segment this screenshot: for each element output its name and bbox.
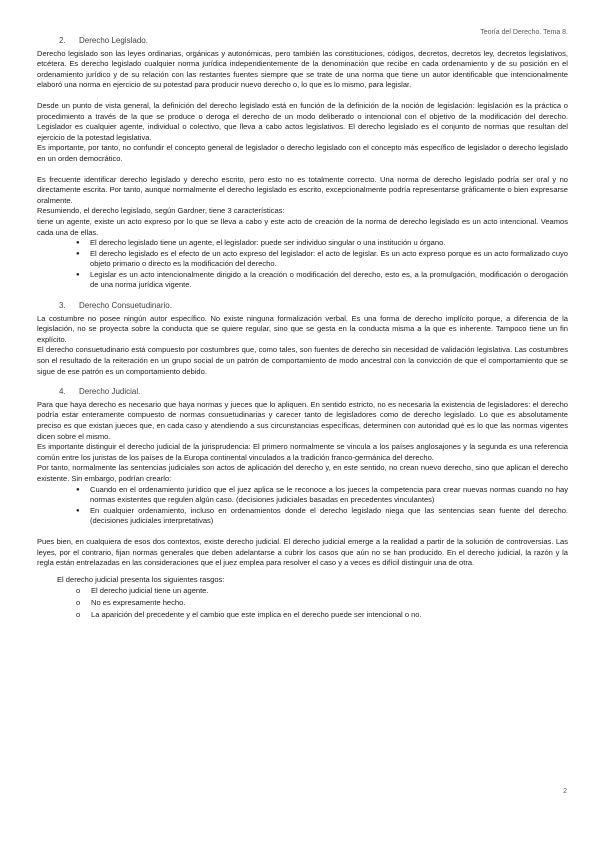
section-title: Derecho Consuetudinario. (79, 301, 172, 311)
section-title: Derecho Legislado. (79, 36, 148, 45)
list-item: ● El derecho legislado tiene un agente, el legislador: puede ser individuo singular o una institución u órgano. (90, 238, 568, 249)
circle-list (37, 586, 568, 620)
running-header: Teoría del Derecho. Tema 8. (480, 29, 568, 36)
list-item: o La aparición del precedente y el cambio que este implica en el derecho puede ser intencional o no. (91, 610, 568, 621)
paragraph: Para que haya derecho es necesario que haya normas y jueces que lo apliquen. En sentido estricto, no es necesaria la existencia de legisladores: el derecho podría estar enteramente compuesto de normas consuetudinarias y carecer tanto de legisladores como de derecho legislado. Lo que es absolutamente preciso es que existan jueces que, en cada caso y atendiendo a sus circunstancias específicas, determinen con autoridad qué es lo que las normas vigentes dicen sobre el mismo. (37, 399, 568, 441)
paragraph: Es importante, por tanto, no confundir el concepto general de legislador o derecho legislado con el concepto más específico de legislador o derecho legislado en un orden democrático. (37, 143, 568, 163)
list-item: ● Legislar es un acto intencionalmente dirigido a la creación o modificación del derecho, esto es, a la promulgación, modificación o derogación de una norma jurídica vigente. (90, 270, 568, 291)
paragraph: Pues bien, en cualquiera de esos dos contextos, existe derecho judicial. El derecho judicial emerge a la realidad a partir de la solución de controversias. Las leyes, por el contrario, fijan normas generales que deben adelantarse a cubrir los casos que aún no se han producido. En el derecho judicial, la razón y la regla están entrelazadas en las consideraciones que el juez emplea para resolver el caso y a veces es difícil distinguir una de otra. (37, 536, 568, 568)
paragraph: Es frecuente identificar derecho legislado y derecho escrito, pero esto no es totalmente correcto. Una norma de derecho legislado podría ser oral y no directamente escrita. Por tanto, aunque normalmente el derecho legislado es escrito, excepcionalmente podría representarse gráficamente o bien expresarse oralmente. (37, 174, 568, 205)
section-number: 3. (59, 301, 66, 311)
list-item: ● Cuando en el ordenamiento jurídico que el juez aplica se le reconoce a los jueces la competencia para crear nuevas normas cuando no hay normas existentes que regulen algún caso. (decisiones judiciales basadas en precedentes vinculantes) (90, 485, 568, 506)
paragraph: Por tanto, normalmente las sentencias judiciales son actos de aplicación del derecho y, en este sentido, no crean nuevo derecho, sino que aplican el derecho existente. Sin embargo, podrían crearlo: (37, 463, 568, 483)
page-content (37, 36, 568, 621)
paragraph: Derecho legislado son las leyes ordinarias, orgánicas y autonómicas, pero también las constituciones, códigos, decretos, decretos ley, decretos legislativos, etcétera. Es derecho legislado cualquier norma jurídica independientemente de la denominación que recibe en cada ordenamiento y de su posición en el ordenamiento jurídico y de su relación con las restantes fuentes siempre que se trate de una norma que tiene un autor identificable que intencionalmente elaboró una norma en ejercicio de su potestad para producir nuevo derecho o, lo que es lo mismo, para legislar. (37, 48, 568, 90)
paragraph: Es importante distinguir el derecho judicial de la jurisprudencia: El primero normalmente se vincula a los países anglosajones y la segunda es una referencia común entre los juristas de los países de la Europa continental vinculados a la tradición franco-germánica del derecho. (37, 442, 568, 462)
section-heading (37, 387, 568, 398)
list-item: o El derecho judicial tiene un agente. (91, 586, 568, 597)
list-item: o No es expresamente hecho. (91, 598, 568, 609)
section-number: 4. (59, 387, 66, 397)
paragraph: tiene un agente, existe un acto expreso por lo que se lleva a cabo y este acto de creación de la norma de derecho legislado es un acto intencional. Veamos cada una de ellas. (37, 216, 568, 237)
section-number: 2. (59, 36, 66, 45)
section-title: Derecho Judicial. (79, 387, 141, 397)
paragraph: La costumbre no posee ningún autor específico. No existe ninguna formalización verbal. Es una forma de derecho implícito porque, a diferencia de la legislación, no se proyecta sobre la conducta que se quiere regular, sino que se gesta en la conducta misma a la que es inherente. Tampoco tiene un fin explícito. (37, 313, 568, 344)
page-number: 2 (563, 788, 567, 795)
list-item: ● El derecho legislado es el efecto de un acto expreso del legislador: el acto de legislar. Es un acto expreso porque es un acto formalizado cuyo objeto primario o directo es la modificación del derecho. (90, 249, 568, 270)
bullet-list (37, 485, 568, 527)
paragraph: El derecho judicial presenta los siguientes rasgos: (57, 574, 225, 584)
paragraph: El derecho consuetudinario está compuesto por costumbres que, como tales, son fuentes de derecho sin necesidad de validación legislativa. Las costumbres son el resultado de la reiteración en un grupo social de un patrón de comportamiento de modo ancestral con la convicción de que el comportamiento que se sigue de ese patrón es un comportamiento debido. (37, 345, 568, 376)
section-heading (37, 36, 568, 47)
list-item: ● En cualquier ordenamiento, incluso en ordenamientos donde el derecho legislado niega que las sentencias sean fuente del derecho. (decisiones judiciales interpretativas) (90, 506, 568, 527)
paragraph: Desde un punto de vista general, la definición del derecho legislado está en función de la definición de la noción de legislación: legislación es la práctica o procedimiento a través de la que se produce o deroga el derecho de un modo deliberado o intencional con el objetivo de la modificación del derecho. Legislador es cualquier agente, individual o colectivo, que lleva a cabo actos legislativos. El derecho legislado es el conjunto de normas que resultan del ejercicio de la potestad legislativa. (37, 100, 568, 142)
bullet-list (37, 238, 568, 291)
paragraph: Resumiendo, el derecho legislado, según Gardner, tiene 3 características: (37, 206, 285, 216)
section-heading (37, 301, 568, 312)
